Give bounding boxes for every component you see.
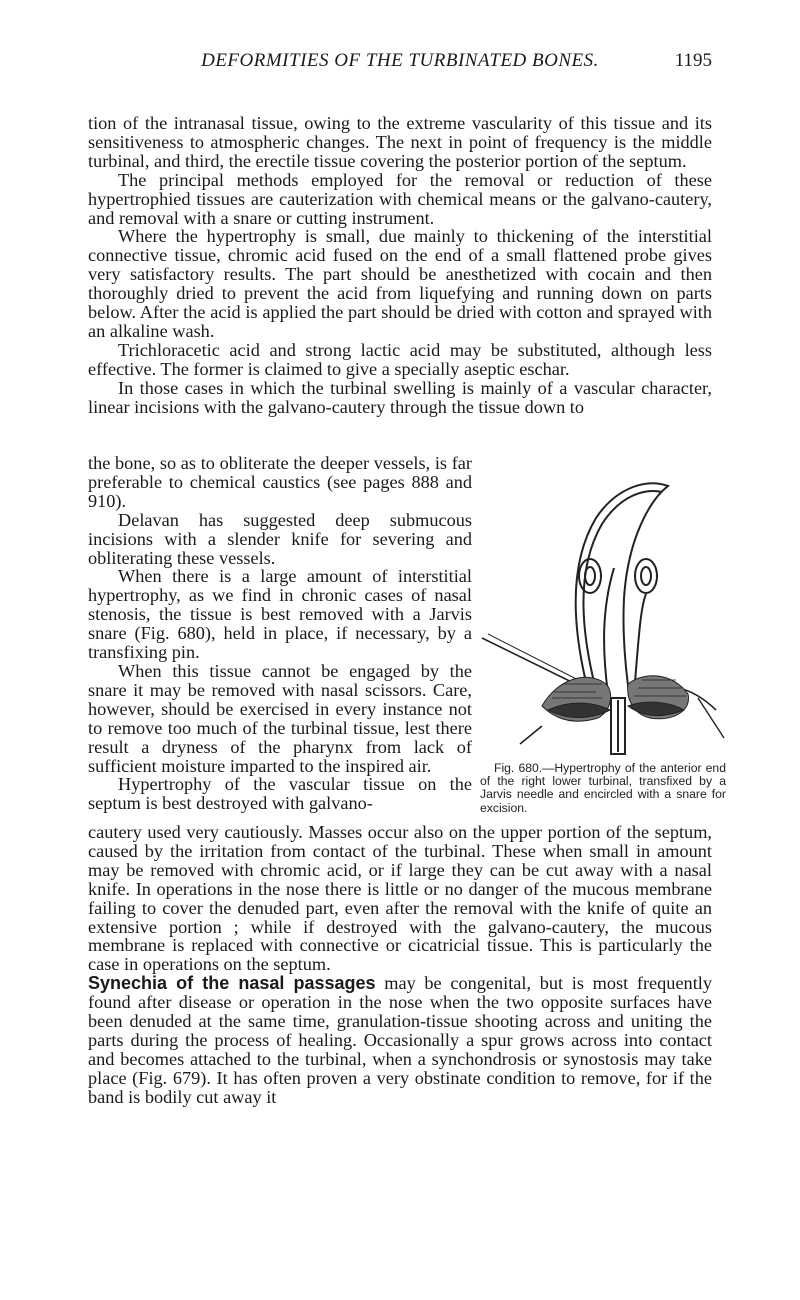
body-text-wrapped xyxy=(88,454,472,813)
section-heading-synechia: Synechia of the nasal passages xyxy=(88,973,376,994)
body-text-top xyxy=(88,114,712,417)
body-text-bottom xyxy=(88,823,712,1107)
synechia-body: may be congenital, but is most frequently found after disease or operation in the nose when the two opposite surfaces have been denuded at the same time, granulation-tissue shooting across and uniting the parts during the process of healing. Occasionally a spur grows across into contact and becomes attached to the turbinal, when a synchondrosis or synostosis may take place (Fig. 679). It has often proven a very obstinate condition to remove, for if the band is bodily cut away it xyxy=(88,973,712,1107)
paragraph: Where the hypertrophy is small, due mainly to thickening of the interstitial connective tissue, chromic acid fused on the end of a small flattened probe gives very satisfactory results. The part should be anesthetized with cocain and then thoroughly dried to prevent the acid from liquefying and running down on parts below. After the acid is applied the part should be dried with cotton and sprayed with an alkaline wash. xyxy=(88,226,712,341)
paragraph: Hypertrophy of the vascular tissue on the septum is best destroyed with galvano- xyxy=(88,774,472,814)
paragraph: Delavan has suggested deep submucous incisions with a slender knife for severing and obliterating these vessels. xyxy=(88,509,472,568)
jarvis-snare-illustration xyxy=(478,448,728,758)
page-header xyxy=(88,50,712,76)
paragraph: tion of the intranasal tissue, owing to the extreme vascularity of this tissue and its sensitiveness to atmospheric changes. The next in point of frequency is the middle turbinal, and third, the erectile tissue covering the posterior portion of the septum. xyxy=(88,113,712,171)
paragraph: The principal methods employed for the removal or reduction of these hypertrophied tissues are cauterization with chemical means or the galvano-cautery, and removal with a snare or cutting instrument. xyxy=(88,169,712,228)
paragraph: the bone, so as to obliterate the deeper vessels, is far preferable to chemical caustics (see pages 888 and 910). xyxy=(88,453,472,511)
paragraph: When there is a large amount of interstitial hypertrophy, as we find in chronic cases of nasal stenosis, the tissue is best removed with a Jarvis snare (Fig. 680), held in place, if necessary, by a transfixing pin. xyxy=(88,566,472,663)
paragraph: In those cases in which the turbinal swelling is mainly of a vascular character, linear incisions with the galvano-cautery through the tissue down to xyxy=(88,377,712,417)
paragraph: Trichloracetic acid and strong lactic acid may be substituted, although less effective. The former is claimed to give a specially aseptic eschar. xyxy=(88,339,712,379)
paragraph: cautery used very cautiously. Masses occur also on the upper portion of the septum, caused by the irritation from contact of the turbinal. These when small in amount may be removed with chromic acid, or if large they can be cut away with a nasal knife. In operations in the nose there is little or no danger of the mucous membrane failing to cover the denuded part, even after the removal with the knife of quite an extensive portion ; while if destroyed with the galvano-cautery, the mucous membrane is replaced with connective or cicatricial tissue. This is particularly the case in operations on the septum. xyxy=(88,822,712,975)
page-number: 1195 xyxy=(674,50,712,71)
synechia-paragraph xyxy=(88,974,712,1106)
figure-680 xyxy=(478,448,728,822)
figure-caption: Fig. 680.—Hypertrophy of the anterior end of the right lower turbinal, transfixed by a Jarvis needle and encircled with a snare for excision. xyxy=(480,761,726,815)
running-head: DEFORMITIES OF THE TURBINATED BONES. xyxy=(201,50,599,71)
paragraph: When this tissue cannot be engaged by the snare it may be removed with nasal scissors. Care, however, should be exercised in every instance not to remove too much of the turbinal tissue, lest there result a dryness of the pharynx from lack of sufficient moisture imparted to the inspired air. xyxy=(88,660,472,776)
